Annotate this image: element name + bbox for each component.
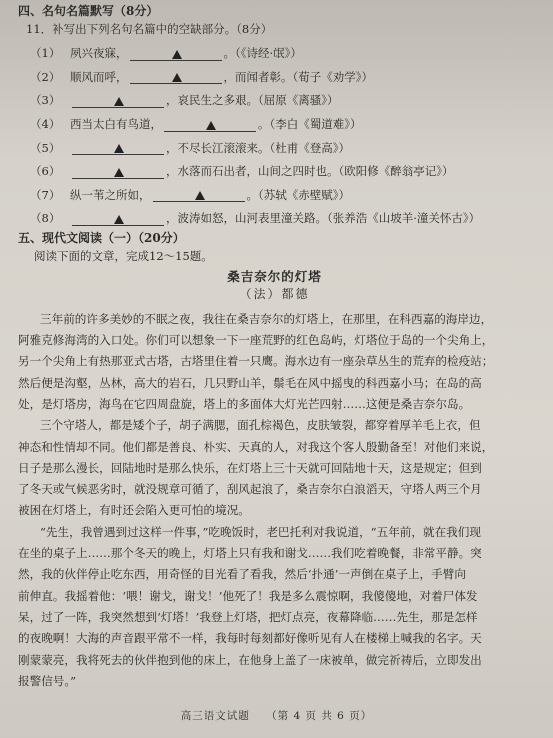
- fill-item-6: [18, 160, 531, 184]
- section-four-heading: 四、名句名篇默写（8分）: [18, 4, 159, 18]
- paragraph-line: 报警信号。”: [18, 673, 77, 688]
- paragraph-line: 呆，过了一阵，我突然想到‘灯塔！’我登上灯塔，把灯点亮，夜幕降临……先生，那是怎样: [18, 609, 478, 624]
- paragraph-line: 处，是灯塔房，海鸟在它四周盘旋，塔上的多面体大灯光芒四射……这便是桑吉奈尔岛。: [18, 396, 471, 411]
- item-suffix: 。（《诗经·氓》）: [223, 46, 302, 61]
- fill-item-3: [18, 89, 531, 113]
- item-prefix: 西当太白有鸟道，: [70, 117, 162, 132]
- triangle-marker-icon: [172, 50, 182, 59]
- fill-item-5: [18, 136, 531, 160]
- item-number: （6）: [30, 164, 61, 179]
- answer-blank[interactable]: [164, 118, 256, 132]
- triangle-marker-icon: [114, 215, 124, 224]
- paragraph-line: 刚蒙蒙亮，我将死去的伙伴抱到他的床上，在他身上盖了一床被单，做完祈祷后，立即发出: [18, 652, 482, 667]
- triangle-marker-icon: [206, 121, 216, 130]
- item-prefix: 纵一苇之所如，: [70, 187, 151, 202]
- item-suffix: ，而闻者彰。（荀子《劝学》）: [223, 69, 373, 84]
- item-number: （1）: [30, 46, 61, 61]
- answer-blank[interactable]: [72, 212, 164, 226]
- paragraph-line: 神态和性情却不同。他们都是善良、朴实、天真的人，对我这个客人殷勤备至！对他们来说，: [18, 439, 494, 454]
- question-11-heading: 11．补写出下列名句名篇中的空缺部分。（8分）: [26, 22, 273, 36]
- item-number: （5）: [30, 140, 61, 155]
- paragraph-line: 三年前的许多美妙的不眠之夜，我往在桑吉奈尔的灯塔上，在那里，在科西嘉的海岸边，: [40, 311, 493, 326]
- paragraph-line: 被困在灯塔上，有时还会陷入更可怕的境况。: [18, 503, 250, 518]
- paragraph-line: 三个守塔人，都是矮个子，胡子满腮，面孔棕褐色，皮肤皱裂，都穿着厚羊毛上衣，但: [40, 418, 481, 433]
- item-number: （7）: [30, 187, 61, 202]
- item-suffix: ，波涛如怒，山河表里潼关路。（张养浩《山坡羊·潼关怀古》）: [166, 211, 481, 226]
- answer-blank[interactable]: [130, 47, 222, 61]
- item-suffix: 。（苏轼《赤壁赋》）: [246, 187, 350, 202]
- triangle-marker-icon: [114, 97, 124, 106]
- article-paragraph-3: [18, 522, 531, 692]
- paragraph-line: “先生，我曾遇到过这样一件事，”吃晚饭时，老巴托利对我说道，“五年前，就在我们现: [40, 524, 481, 539]
- paragraph-line: 阿雅克修海湾的入口处。你们可以想象一下一座荒野的红色岛屿，灯塔位于岛的一个尖角上，: [18, 333, 494, 348]
- triangle-marker-icon: [114, 168, 124, 177]
- footer-subject: 高三语文试题: [180, 710, 250, 722]
- fill-item-2: [18, 66, 531, 90]
- item-number: （2）: [30, 69, 61, 84]
- answer-blank[interactable]: [153, 188, 245, 202]
- item-number: （3）: [30, 93, 61, 108]
- answer-blank[interactable]: [72, 94, 164, 108]
- item-number: （4）: [30, 117, 61, 132]
- paragraph-line: 另一个尖角上有热那亚式古塔，古塔里住着一只鹰。海水边有一座杂草丛生的荒弃的检疫站；: [18, 354, 494, 369]
- article-paragraph-1: [18, 309, 531, 415]
- paragraph-line: 的夜晚啊！大海的声音跟平常不一样，我每时每刻都好像听见有人在楼梯上喊我的名字。天: [18, 631, 482, 646]
- section-five-heading: 五、现代文阅读（一）（20分）: [18, 230, 185, 245]
- paragraph-line: 在坐的桌子上……那个冬天的晚上，灯塔上只有我和谢戈……我们吃着晚餐，非常平静。突: [18, 546, 482, 561]
- answer-blank[interactable]: [72, 141, 164, 155]
- item-suffix: ，水落而石出者，山间之四时也。（欧阳修《醉翁亭记》）: [166, 164, 454, 179]
- article-title: 桑吉奈尔的灯塔: [227, 268, 322, 284]
- fill-item-8: [18, 207, 531, 231]
- fill-item-1: [18, 42, 531, 66]
- footer-page-number: （第 4 页 共 6 页）: [266, 710, 373, 722]
- paragraph-line: 然，我的伙伴停止吃东西，用奇怪的目光看了看我，然后‘扑通’一声倒在桌子上，手臂向: [18, 567, 466, 582]
- paragraph-line: 了冬天或气候恶劣时，就没规章可循了，刮风起浪了，桑吉奈尔白浪滔天，守塔人两三个月: [18, 482, 482, 497]
- paragraph-line: 前伸直。我摇着他：‘喂！谢戈，谢戈！’他死了！我是多么震惊啊，我傻傻地，对着尸体发: [18, 588, 478, 603]
- fill-in-list: [18, 42, 531, 231]
- item-suffix: ，哀民生之多艰。（屈原《离骚》）: [166, 93, 339, 108]
- item-suffix: 。（李白《蜀道难》）: [258, 117, 362, 132]
- item-suffix: ，不尽长江滚滚来。（杜甫《登高》）: [166, 140, 350, 155]
- triangle-marker-icon: [114, 144, 124, 153]
- paragraph-line: 日子是那么漫长，回陆地时是那么快乐，在灯塔上三十天就可回陆地十天，这是规定；但到: [18, 460, 482, 475]
- item-number: （8）: [30, 211, 61, 226]
- answer-blank[interactable]: [72, 165, 164, 179]
- item-prefix: 顺风而呼，: [70, 69, 128, 84]
- triangle-marker-icon: [172, 73, 182, 82]
- article-author: （法）都德: [239, 286, 310, 301]
- triangle-marker-icon: [195, 191, 205, 200]
- article-paragraph-2: [18, 415, 531, 521]
- answer-blank[interactable]: [130, 70, 222, 84]
- item-prefix: 夙兴夜寐，: [70, 46, 128, 61]
- fill-item-4: [18, 113, 531, 137]
- paragraph-line: 然后便是沟壑，丛林，高大的岩石，几只野山羊，鬃毛在风中摇曳的科西嘉小马；在岛的高: [18, 375, 482, 390]
- fill-item-7: [18, 184, 531, 208]
- page-footer: [0, 708, 553, 723]
- reading-instruction: 阅读下面的文章，完成12～15题。: [34, 248, 213, 263]
